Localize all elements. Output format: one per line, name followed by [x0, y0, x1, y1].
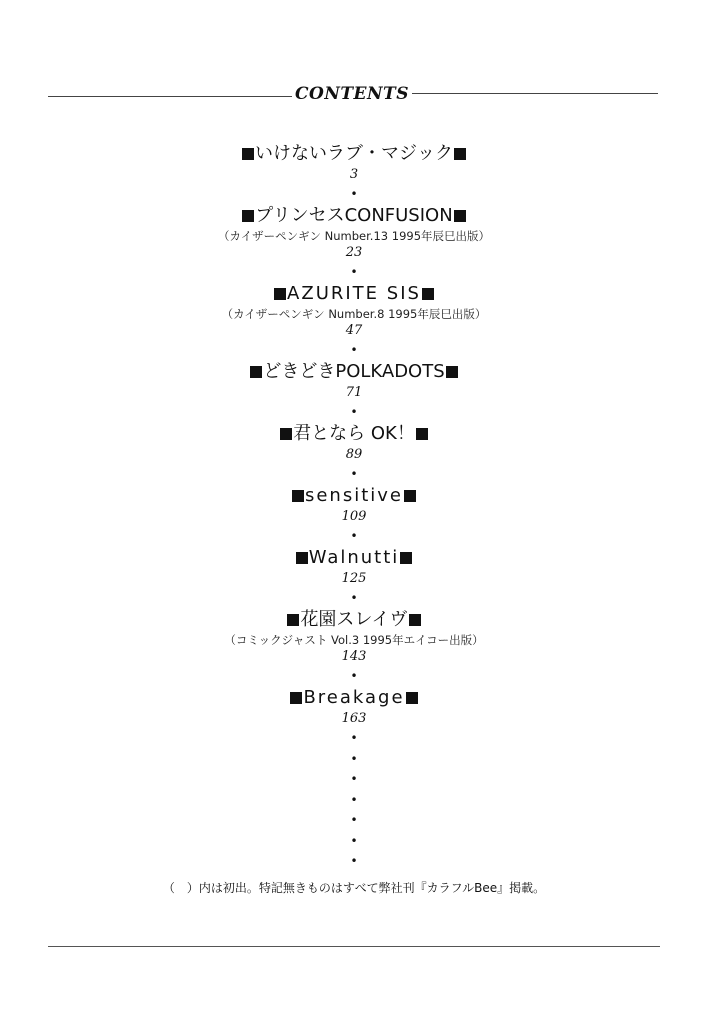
dot-separator: •	[350, 405, 358, 419]
toc-entry-2[interactable]	[0, 204, 708, 282]
square-bullet-icon	[416, 428, 428, 440]
square-bullet-icon	[400, 552, 412, 564]
entry-title[interactable]: AZURITE SIS	[287, 283, 421, 304]
table-of-contents	[0, 142, 708, 872]
header-rule-right	[412, 93, 658, 94]
toc-entry-3[interactable]	[0, 282, 708, 360]
entry-title[interactable]: プリンセスCONFUSION	[255, 205, 453, 226]
square-bullet-icon	[292, 490, 304, 502]
entry-publication-note: （コミックジャスト Vol.3 1995年エイコー出版）	[224, 633, 484, 647]
entry-page-number: 163	[341, 711, 367, 726]
entry-title-row[interactable]	[0, 484, 708, 508]
square-bullet-icon	[409, 614, 421, 626]
entry-page-number: 89	[345, 447, 363, 462]
entry-title[interactable]: sensitive	[304, 485, 404, 506]
entry-title-row[interactable]	[0, 546, 708, 570]
square-bullet-icon	[242, 148, 254, 160]
square-bullet-icon	[454, 148, 466, 160]
entry-publication-note: （カイザーペンギン Number.8 1995年辰巳出版）	[221, 307, 487, 321]
square-bullet-icon	[250, 366, 262, 378]
footnote: （ ）内は初出。特記無きものはすべて弊社刊『カラフルBee』掲載。	[162, 881, 546, 895]
entry-title-row[interactable]	[0, 142, 708, 166]
entry-title[interactable]: いけないラブ・マジック	[255, 143, 453, 164]
dot-separator: •	[350, 854, 358, 868]
square-bullet-icon	[446, 366, 458, 378]
header-rule-left	[48, 96, 292, 97]
entry-page-number: 3	[349, 167, 359, 182]
page-title: CONTENTS	[295, 84, 409, 104]
dot-separator: •	[350, 467, 358, 481]
dot-separator: •	[350, 187, 358, 201]
square-bullet-icon	[454, 210, 466, 222]
toc-entry-5[interactable]	[0, 422, 708, 484]
entry-title-row[interactable]	[0, 422, 708, 446]
dot-separator: •	[350, 792, 358, 807]
dot-separator: •	[350, 813, 358, 827]
entry-title[interactable]: Walnutti	[308, 547, 400, 568]
square-bullet-icon	[296, 552, 308, 564]
trailing-dots	[0, 728, 708, 872]
square-bullet-icon	[274, 288, 286, 300]
square-bullet-icon	[290, 692, 302, 704]
entry-title[interactable]: Breakage	[303, 687, 405, 708]
dot-separator: •	[350, 731, 358, 745]
toc-entry-4[interactable]	[0, 360, 708, 422]
dot-separator: •	[350, 772, 358, 786]
square-bullet-icon	[280, 428, 292, 440]
square-bullet-icon	[404, 490, 416, 502]
entry-title[interactable]: どきどきPOLKADOTS	[263, 361, 445, 382]
entry-page-number: 23	[345, 245, 363, 260]
entry-publication-note: （カイザーペンギン Number.13 1995年辰巳出版）	[217, 229, 491, 243]
square-bullet-icon	[422, 288, 434, 300]
dot-separator: •	[350, 591, 358, 605]
entry-title-row[interactable]	[0, 360, 708, 384]
entry-title-row[interactable]	[0, 608, 708, 632]
dot-separator: •	[350, 529, 358, 543]
square-bullet-icon	[406, 692, 418, 704]
entry-title[interactable]: 花園スレイヴ	[300, 609, 408, 630]
footer-rule	[48, 946, 660, 947]
entry-title[interactable]: 君となら OK！	[293, 423, 415, 444]
toc-entry-9[interactable]	[0, 686, 708, 728]
entry-page-number: 71	[345, 385, 363, 400]
toc-entry-8[interactable]	[0, 608, 708, 686]
entry-page-number: 125	[341, 571, 367, 586]
toc-entry-6[interactable]	[0, 484, 708, 546]
entry-page-number: 143	[341, 649, 367, 664]
square-bullet-icon	[242, 210, 254, 222]
toc-entry-1[interactable]	[0, 142, 708, 204]
entry-page-number: 47	[345, 323, 363, 338]
dot-separator: •	[350, 343, 358, 357]
entry-title-row[interactable]	[0, 282, 708, 306]
square-bullet-icon	[287, 614, 299, 626]
entry-title-row[interactable]	[0, 686, 708, 710]
dot-separator: •	[350, 669, 358, 683]
entry-page-number: 109	[341, 509, 367, 524]
dot-separator: •	[350, 833, 358, 848]
dot-separator: •	[350, 265, 358, 279]
toc-entry-7[interactable]	[0, 546, 708, 608]
dot-separator: •	[350, 751, 358, 766]
entry-title-row[interactable]	[0, 204, 708, 228]
